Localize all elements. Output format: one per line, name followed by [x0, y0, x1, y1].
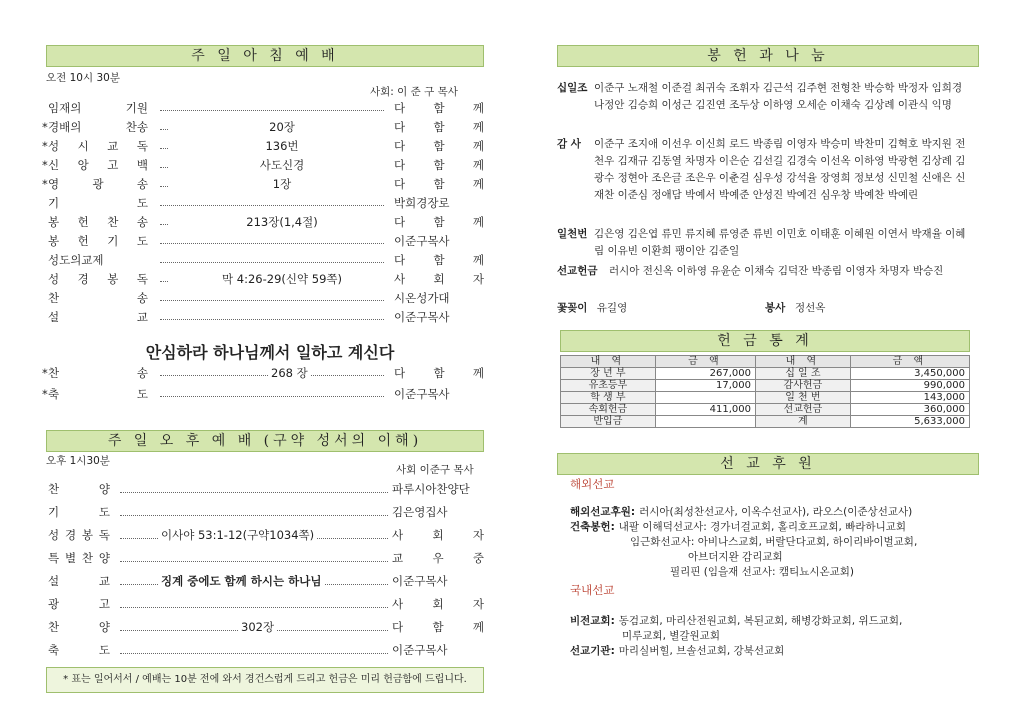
order-label: 찬 양	[48, 482, 110, 496]
mission-line	[570, 550, 970, 564]
mission-title: 선 교 후 원	[720, 456, 816, 472]
leader-dots	[160, 205, 384, 206]
finance-item: 선교헌금	[755, 404, 850, 416]
service-label: 봉사	[765, 302, 786, 314]
finance-item: 유초등부	[561, 380, 656, 392]
mission-line	[570, 505, 970, 519]
order-detail: 막 4:26-29(신약 59쪽)	[168, 271, 396, 287]
order-detail: 302장	[238, 618, 277, 636]
finance-item: 십 일 조	[755, 368, 850, 380]
order-row	[48, 503, 484, 521]
order-leader: 다 함 께	[392, 620, 484, 634]
finance-amount: 411,000	[655, 404, 755, 416]
order-label: 경배의 찬송	[48, 120, 148, 134]
stand-mark: *	[42, 366, 48, 380]
order-label: 찬 송	[48, 291, 148, 305]
stand-mark: *	[42, 120, 48, 134]
mission-key: 해외선교후원:	[570, 506, 636, 518]
order-label: 설 교	[48, 574, 110, 588]
order-leader: 다 함 께	[394, 215, 484, 229]
sermon-title: 안심하라 하나님께서 일하고 계신다	[145, 343, 395, 362]
order-leader: 이준구목사	[392, 643, 448, 657]
offering-names: 김은영 김은엽 류민 류지혜 류영준 류빈 이민호 이태훈 이혜원 이연서 박재율 이혜림 이유빈 이환희 팽이안 김준일	[594, 228, 966, 257]
flower-name: 유길영	[596, 302, 628, 314]
leader-dots	[120, 492, 388, 493]
service-name: 정선옥	[795, 302, 826, 314]
finance-row	[561, 416, 970, 428]
order-label: 봉 헌 기 도	[48, 234, 148, 248]
finance-item: 장 년 부	[561, 368, 656, 380]
order-detail: 이사야 53:1-12(구약1034쪽)	[158, 526, 317, 544]
order-label: 임재의 기원	[48, 101, 148, 115]
finance-row	[561, 380, 970, 392]
mission-text: 내팔 이해덕선교사: 경가너걸교회, 홀리호프교회, 빠라하니교회	[618, 521, 907, 533]
order-label: 성 경 봉 독	[48, 528, 110, 542]
leader-dots	[120, 561, 388, 562]
finance-amount: 267,000	[655, 368, 755, 380]
finance-header	[560, 330, 970, 352]
mission-line	[570, 565, 970, 579]
flower-label: 꽃꽂이	[557, 302, 588, 314]
order-label: 기 도	[48, 505, 110, 519]
mission-header	[557, 453, 979, 475]
order-label: 기 도	[48, 196, 148, 210]
order-row	[48, 572, 484, 590]
morning-presider: 사회: 이 준 구 목사	[370, 86, 458, 98]
domestic-heading: 국내선교	[570, 583, 615, 597]
leader-dots	[160, 243, 384, 244]
order-leader: 다 함 께	[394, 177, 484, 191]
order-leader: 다 함 께	[394, 253, 484, 267]
morning-time: 오전 10시 30분	[46, 72, 120, 84]
order-row	[42, 365, 484, 381]
order-row	[48, 526, 484, 544]
mission-text: 미루교회, 별갈원교회	[622, 630, 720, 642]
stand-mark: *	[42, 158, 48, 172]
finance-amount: 3,450,000	[850, 368, 969, 380]
order-row	[48, 290, 484, 306]
order-label: 신 앙 고 백	[48, 158, 148, 172]
order-row	[48, 641, 484, 659]
order-row	[42, 119, 484, 135]
mission-text: 러시아(최성찬선교사, 이옥수선교사), 라오스(이준상선교사)	[639, 506, 913, 518]
order-leader: 이준구목사	[394, 234, 450, 248]
order-row	[42, 138, 484, 154]
order-leader: 사 회 자	[394, 272, 484, 286]
order-row	[48, 618, 484, 636]
mission-text: 아브더지완 감리교회	[688, 551, 783, 563]
order-row	[48, 233, 484, 249]
order-row	[42, 386, 484, 402]
order-leader: 사 회 자	[392, 528, 484, 542]
order-row	[48, 309, 484, 325]
mission-key: 선교기관:	[570, 645, 615, 657]
order-label: 찬 양	[48, 620, 110, 634]
finance-amount: 17,000	[655, 380, 755, 392]
order-leader: 박희경장로	[394, 196, 450, 210]
order-row	[48, 480, 484, 498]
order-row	[48, 271, 484, 287]
afternoon-time: 오후 1시30분	[46, 455, 110, 467]
stand-mark: *	[42, 139, 48, 153]
order-leader: 이준구목사	[394, 310, 450, 324]
offering-title: 봉 헌 과 나 눔	[707, 48, 829, 64]
finance-item: 일 천 번	[755, 392, 850, 404]
order-leader: 사 회 자	[392, 597, 484, 611]
mission-text: 임근화선교사: 아비나스교회, 버랄단다교회, 하이리바이벌교회,	[630, 536, 918, 548]
order-row	[48, 595, 484, 613]
offering-category: 선교헌금	[557, 265, 598, 277]
order-label: 봉 헌 찬 송	[48, 215, 148, 229]
offering-category: 십일조	[557, 82, 588, 94]
order-label: 축 도	[48, 387, 148, 401]
finance-item: 계	[755, 416, 850, 428]
order-label: 영 광 송	[48, 177, 148, 191]
finance-item: 감사헌금	[755, 380, 850, 392]
order-leader: 다 함 께	[394, 158, 484, 172]
order-row	[48, 195, 484, 211]
order-label: 성도의교제	[48, 253, 104, 267]
order-leader: 다 함 께	[394, 366, 484, 380]
order-label: 설 교	[48, 310, 148, 324]
mission-line	[570, 535, 970, 549]
finance-title: 헌 금 통 계	[717, 333, 813, 349]
leader-dots	[120, 653, 388, 654]
finance-item: 반입금	[561, 416, 656, 428]
order-detail: 사도신경	[168, 157, 396, 173]
finance-amount: 990,000	[850, 380, 969, 392]
mission-line	[570, 629, 970, 643]
offering-names: 러시아 전신옥 이하영 유윤순 이채숙 김덕잔 박종림 이영자 차명자 박승진	[609, 265, 944, 277]
order-label: 성 시 교 독	[48, 139, 148, 153]
order-leader: 김은영집사	[392, 505, 448, 519]
order-row	[42, 157, 484, 173]
order-leader: 이준구목사	[392, 574, 448, 588]
afternoon-service-header	[46, 430, 484, 452]
finance-col-amount: 금 액	[850, 356, 969, 368]
finance-row	[561, 368, 970, 380]
order-leader: 파루시아찬양단	[392, 482, 470, 496]
order-detail: 20장	[168, 119, 396, 135]
order-row	[48, 252, 484, 268]
offering-header	[557, 45, 979, 67]
mission-key: 비전교회:	[570, 615, 615, 627]
leader-dots	[160, 262, 384, 263]
finance-item: 속회헌금	[561, 404, 656, 416]
order-leader: 이준구목사	[394, 387, 450, 401]
order-label: 특 별 찬 양	[48, 551, 110, 565]
mission-line	[570, 614, 970, 628]
order-leader: 시온성가대	[394, 291, 450, 305]
offering-names: 이준구 노재철 이준걸 최귀숙 조휘자 김근석 김주현 전형찬 박승학 박정자 임희경 나정안 김승희 이성근 김진연 조두상 이하영 오세순 이채숙 김상례 이관식 익명	[594, 82, 963, 111]
order-label: 광 고	[48, 597, 110, 611]
morning-service-header	[46, 45, 484, 67]
order-row	[48, 549, 484, 567]
finance-amount: 143,000	[850, 392, 969, 404]
finance-table	[560, 355, 970, 428]
order-detail: 1장	[168, 176, 396, 192]
finance-col-amount: 금 액	[655, 356, 755, 368]
morning-title: 주 일 아 침 예 배	[191, 48, 339, 64]
order-leader: 다 함 께	[394, 101, 484, 115]
leader-dots	[160, 110, 384, 111]
order-row	[48, 100, 484, 116]
finance-amount	[655, 392, 755, 404]
stand-mark: *	[42, 177, 48, 191]
finance-item: 학 생 부	[561, 392, 656, 404]
leader-dots	[160, 300, 384, 301]
order-label: 축 도	[48, 643, 110, 657]
order-label: 찬 송	[48, 366, 148, 380]
order-leader: 교 우 중	[392, 551, 484, 565]
afternoon-presider: 사회 이준구 목사	[396, 464, 474, 476]
offering-names: 이준구 조지애 이선우 이신희 로드 박종림 이영자 박승미 박찬미 김혁호 박지원 전천우 김재규 김동열 차명자 이은순 김선길 김경숙 이선옥 이하영 박광현 김상례 김광수 정현아 조은글 조은우 이춘걸 심우성 강석율 장영희 정보성 신민철 신애은 신재찬 이준심 정애담 박예서 박예준 안성진 박예건 심우창 박예찬 박예린	[594, 138, 966, 201]
mission-text: 마리실버힐, 브솔선교회, 강북선교회	[618, 645, 785, 657]
finance-amount: 360,000	[850, 404, 969, 416]
finance-col-item: 내 역	[755, 356, 850, 368]
leader-dots	[160, 319, 384, 320]
order-detail: 징계 중에도 함께 하시는 하나님	[158, 572, 324, 590]
finance-col-item: 내 역	[561, 356, 656, 368]
order-detail: 213장(1,4절)	[168, 214, 396, 230]
order-leader: 다 함 께	[394, 120, 484, 134]
service-note: * 표는 일어서서 / 예배는 10분 전에 와서 경건스럽게 드리고 헌금은 미리 헌금함에 드립니다.	[46, 667, 484, 693]
order-detail: 268 장	[268, 365, 311, 381]
leader-dots	[160, 396, 384, 397]
order-leader: 다 함 께	[394, 139, 484, 153]
mission-line	[570, 520, 970, 534]
order-row	[42, 176, 484, 192]
mission-line	[570, 644, 970, 658]
overseas-heading: 해외선교	[570, 477, 615, 491]
finance-amount	[655, 416, 755, 428]
mission-key: 건축봉헌:	[570, 521, 615, 533]
order-row	[48, 214, 484, 230]
mission-text: 동검교회, 마리산전원교회, 복된교회, 해병강화교회, 위드교회,	[618, 615, 903, 627]
finance-amount: 5,633,000	[850, 416, 969, 428]
mission-text: 필리핀 (임을재 선교사: 캠티뇨시온교회)	[670, 566, 855, 578]
stand-mark: *	[42, 387, 48, 401]
offering-category: 일천번	[557, 228, 588, 240]
order-label: 성 경 봉 독	[48, 272, 148, 286]
order-detail: 136번	[168, 138, 396, 154]
finance-row	[561, 392, 970, 404]
offering-category: 감 사	[557, 138, 581, 150]
afternoon-title: 주 일 오 후 예 배 (구약 성서의 이해)	[107, 433, 423, 449]
finance-row	[561, 404, 970, 416]
leader-dots	[120, 607, 388, 608]
leader-dots	[120, 515, 388, 516]
flower-line	[557, 300, 977, 317]
finance-header-row	[561, 356, 970, 368]
